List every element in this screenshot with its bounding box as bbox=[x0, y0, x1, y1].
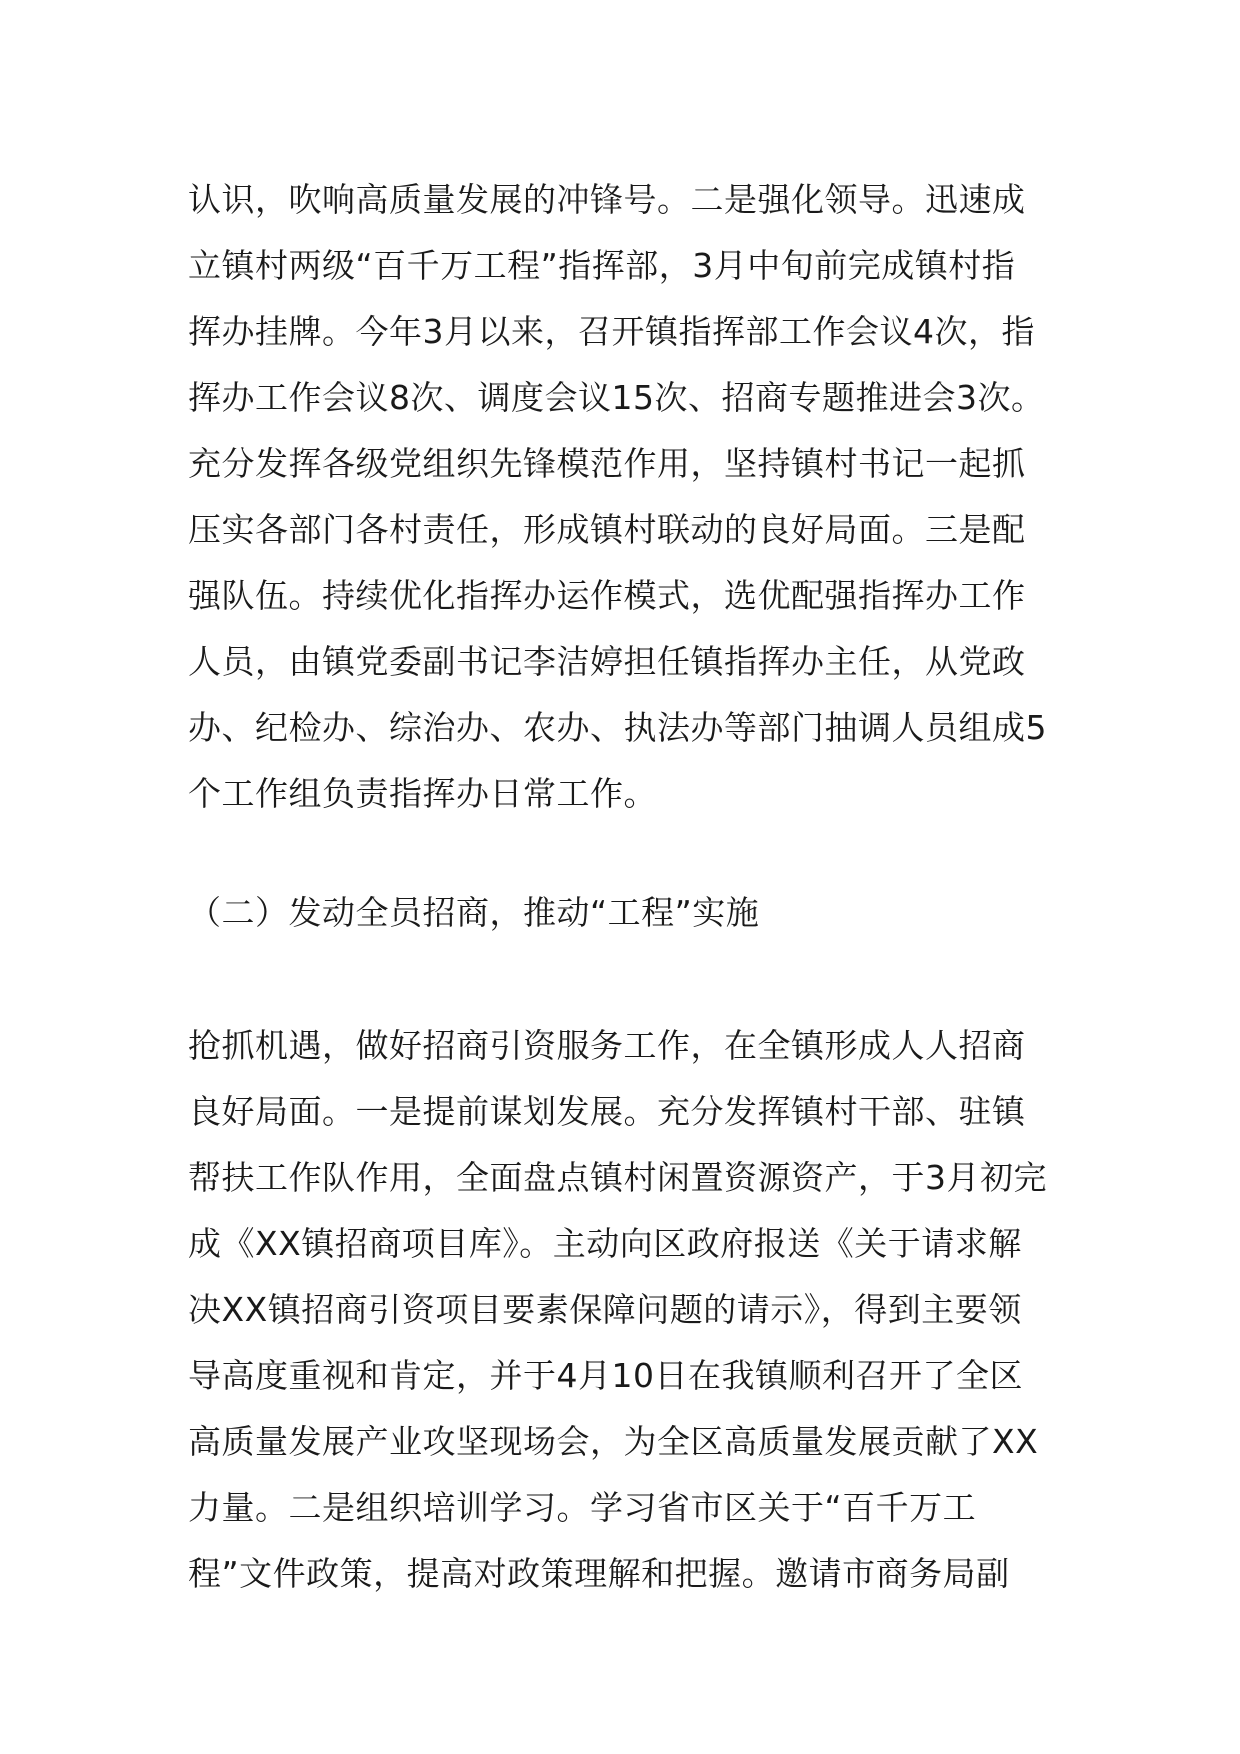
text-line: 立镇村两级“百千万工程”指挥部，3月中旬前完成镇村指 bbox=[188, 246, 1016, 285]
section-heading bbox=[188, 880, 1068, 946]
text-line: 个工作组负责指挥办日常工作。 bbox=[188, 774, 657, 813]
section-heading-text: （二）发动全员招商，推动“工程”实施 bbox=[188, 893, 760, 932]
text-line: 决XX镇招商引资项目要素保障问题的请示》，得到主要领 bbox=[188, 1290, 1022, 1329]
text-line: 强队伍。持续优化指挥办运作模式，选优配强指挥办工作 bbox=[188, 576, 1026, 615]
text-line: 高质量发展产业攻坚现场会，为全区高质量发展贡献了XX bbox=[188, 1422, 1039, 1461]
text-line: 挥办工作会议8次、调度会议15次、招商专题推进会3次。 bbox=[188, 378, 1045, 417]
text-line: 压实各部门各村责任，形成镇村联动的良好局面。三是配 bbox=[188, 510, 1026, 549]
paragraph-investment bbox=[188, 1013, 1068, 1607]
text-line: 挥办挂牌。今年3月以来，召开镇指挥部工作会议4次，指 bbox=[188, 312, 1035, 351]
text-line: 充分发挥各级党组织先锋模范作用，坚持镇村书记一起抓 bbox=[188, 444, 1026, 483]
text-line: 认识，吹响高质量发展的冲锋号。二是强化领导。迅速成 bbox=[188, 180, 1026, 219]
text-line: 良好局面。一是提前谋划发展。充分发挥镇村干部、驻镇 bbox=[188, 1092, 1026, 1131]
text-line: 抢抓机遇，做好招商引资服务工作，在全镇形成人人招商 bbox=[188, 1026, 1026, 1065]
text-line: 人员，由镇党委副书记李洁婷担任镇指挥办主任，从党政 bbox=[188, 642, 1026, 681]
text-line: 力量。二是组织培训学习。学习省市区关于“百千万工 bbox=[188, 1488, 977, 1527]
paragraph-leadership bbox=[188, 167, 1068, 827]
text-line: 帮扶工作队作用，全面盘点镇村闲置资源资产，于3月初完 bbox=[188, 1158, 1047, 1197]
text-line: 成《XX镇招商项目库》。主动向区政府报送《关于请求解 bbox=[188, 1224, 1022, 1263]
text-line: 导高度重视和肯定，并于4月10日在我镇顺利召开了全区 bbox=[188, 1356, 1023, 1395]
text-line: 程”文件政策，提高对政策理解和把握。邀请市商务局副 bbox=[188, 1554, 1010, 1593]
text-line: 办、纪检办、综治办、农办、执法办等部门抽调人员组成5 bbox=[188, 708, 1047, 747]
